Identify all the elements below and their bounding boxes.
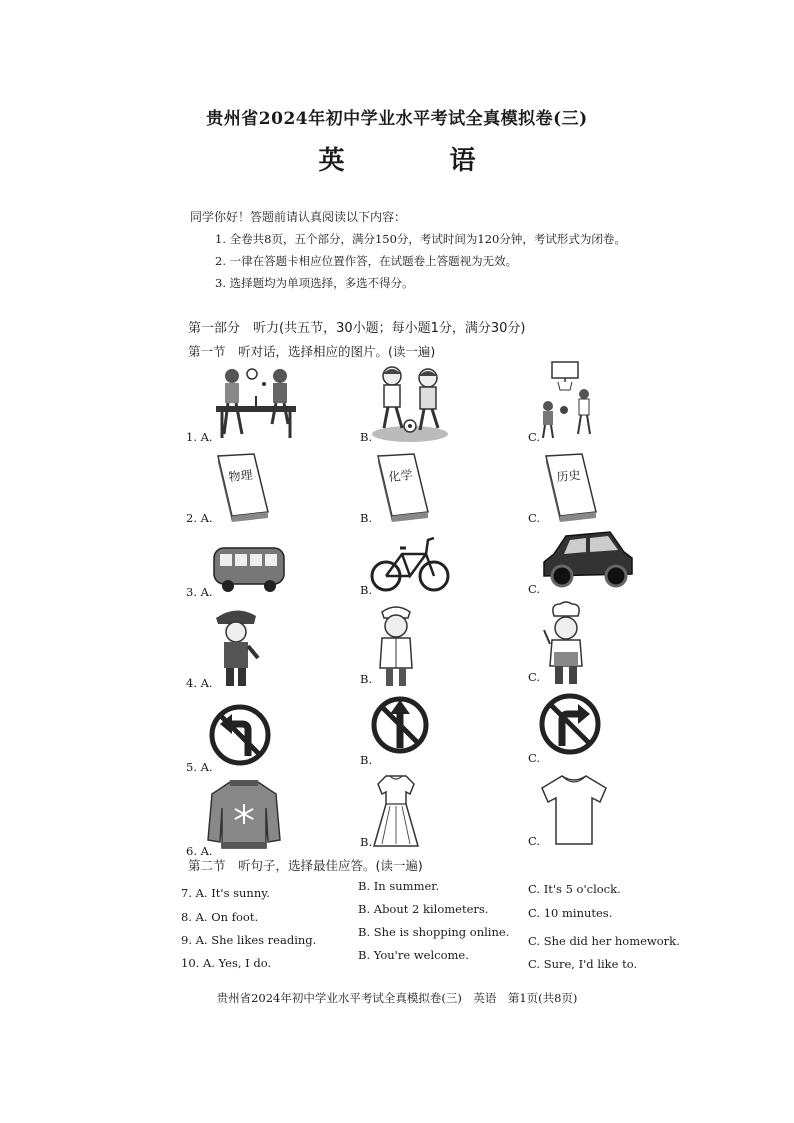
- q6-label-c: C.: [528, 834, 541, 848]
- q8-option-a: 8. A. On foot.: [181, 910, 259, 924]
- q8-option-c: C. 10 minutes.: [528, 906, 613, 920]
- q2-label-a: 2. A.: [186, 511, 213, 525]
- q8-option-b: B. About 2 kilometers.: [358, 902, 489, 916]
- book-label-a: 物理: [227, 467, 254, 485]
- q9-option-b: B. She is shopping online.: [358, 925, 510, 939]
- soccer-icon: [370, 362, 450, 444]
- intro-item-2: 2. 一律在答题卡相应位置作答，在试题卷上答题视为无效。: [215, 254, 518, 268]
- book-icon: [210, 450, 274, 526]
- q7-option-b: B. In summer.: [358, 879, 440, 893]
- bus-icon: [210, 542, 288, 596]
- basketball-icon: [530, 358, 600, 442]
- q10-option-a: 10. A. Yes, I do.: [181, 956, 272, 970]
- exam-title: 贵州省2024年初中学业水平考试全真模拟卷(三): [206, 109, 588, 129]
- section-2-title: 第二节 听句子，选择最佳应答。(读一遍): [188, 858, 423, 873]
- section-1-title: 第一节 听对话，选择相应的图片。(读一遍): [188, 344, 436, 359]
- book-label-c: 历史: [555, 467, 582, 485]
- no-right-turn-sign-icon: [538, 688, 602, 760]
- q5-label-c: C.: [528, 751, 541, 765]
- book-icon: [370, 450, 434, 526]
- book-label-b: 化学: [387, 467, 414, 485]
- intro-item-1: 1. 全卷共8页，五个部分，满分150分，考试时间为120分钟，考试形式为闭卷。: [215, 232, 626, 246]
- dress-icon: [370, 772, 422, 850]
- q4-label-b: B.: [360, 672, 373, 686]
- page-footer: 贵州省2024年初中学业水平考试全真模拟卷(三) 英语 第1页(共8页): [216, 991, 578, 1005]
- bicycle-icon: [370, 530, 450, 596]
- q6-label-a: 6. A.: [186, 844, 213, 858]
- q3-label-c: C.: [528, 582, 541, 596]
- subject-title: 英 语: [318, 146, 524, 176]
- q4-label-a: 4. A.: [186, 676, 213, 690]
- car-icon: [540, 526, 636, 592]
- cook-icon: [540, 600, 596, 686]
- q1-label-b: B.: [360, 430, 373, 444]
- q6-label-b: B.: [360, 835, 373, 849]
- q9-option-c: C. She did her homework.: [528, 934, 680, 948]
- q10-option-c: C. Sure, I'd like to.: [528, 957, 638, 971]
- sweater-icon: [206, 778, 282, 854]
- no-left-turn-sign-icon: [208, 698, 272, 772]
- q1-label-a: 1. A.: [186, 430, 213, 444]
- t-shirt-icon: [538, 772, 610, 848]
- q7-option-a: 7. A. It's sunny.: [181, 886, 270, 900]
- q2-label-b: B.: [360, 511, 373, 525]
- doctor-icon: [372, 602, 422, 688]
- police-officer-icon: [210, 604, 266, 690]
- q1-label-c: C.: [528, 430, 541, 444]
- q5-label-b: B.: [360, 753, 373, 767]
- q3-label-b: B.: [360, 583, 373, 597]
- intro-item-3: 3. 选择题均为单项选择，多选不得分。: [215, 276, 414, 290]
- q5-label-a: 5. A.: [186, 760, 213, 774]
- q10-option-b: B. You're welcome.: [358, 948, 469, 962]
- q7-option-c: C. It's 5 o'clock.: [528, 882, 621, 896]
- q2-label-c: C.: [528, 511, 541, 525]
- ping-pong-icon: [212, 362, 302, 442]
- q9-option-a: 9. A. She likes reading.: [181, 933, 317, 947]
- no-straight-sign-icon: [370, 690, 430, 760]
- intro-heading: 同学你好！答题前请认真阅读以下内容：: [190, 210, 407, 224]
- book-icon: [538, 450, 602, 526]
- q3-label-a: 3. A.: [186, 585, 213, 599]
- q4-label-c: C.: [528, 670, 541, 684]
- part-1-title: 第一部分 听力(共五节，30小题；每小题1分，满分30分): [188, 321, 526, 336]
